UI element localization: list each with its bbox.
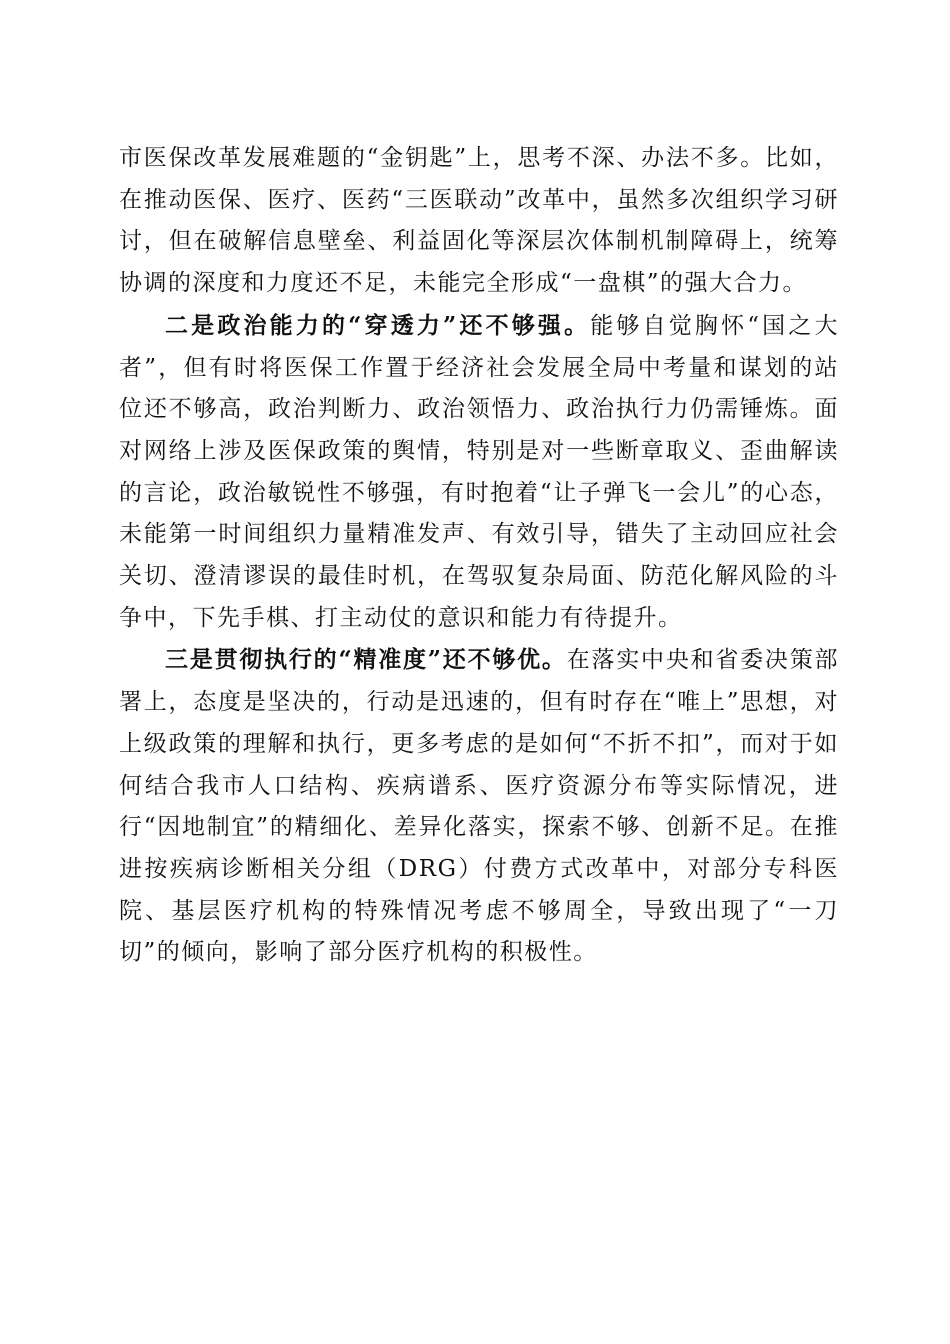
paragraph-political-capability [119,305,839,640]
paragraph-text: 能够自觉胸怀“国之大者”，但有时将医保工作置于经济社会发展全局中考量和谋划的站位还不够高，政治判断力、政治领悟力、政治执行力仍需锤炼。面对网络上涉及医保政策的舆情，特别是对一些断章取义、歪曲解读的言论，政治敏锐性不够强，有时抱着“让子弹飞一会儿”的心态，未能第一时间组织力量精准发声、有效引导，错失了主动回应社会关切、澄清谬误的最佳时机，在驾驭复杂局面、防范化解风险的斗争中，下先手棋、打主动仗的意识和能力有待提升。 [119,312,839,631]
paragraph-lead-heading: 三是贯彻执行的“精准度”还不够优。 [165,646,567,674]
paragraph-implementation-precision [119,639,839,974]
body-text [119,138,839,974]
paragraph-continuation [119,138,839,305]
paragraph-text: 在落实中央和省委决策部署上，态度是坚决的，行动是迅速的，但有时存在“唯上”思想，对上级政策的理解和执行，更多考虑的是如何“不折不扣”，而对于如何结合我市人口结构、疾病谱系、医疗资源分布等实际情况，进行“因地制宜”的精细化、差异化落实，探索不够、创新不足。在推进按疾病诊断相关分组（DRG）付费方式改革中，对部分专科医院、基层医疗机构的特殊情况考虑不够周全，导致出现了“一刀切”的倾向，影响了部分医疗机构的积极性。 [119,647,839,966]
paragraph-text: 市医保改革发展难题的“金钥匙”上，思考不深、办法不多。比如，在推动医保、医疗、医药“三医联动”改革中，虽然多次组织学习研讨，但在破解信息壁垒、利益固化等深层次体制机制障碍上，统筹协调的深度和力度还不足，未能完全形成“一盘棋”的强大合力。 [119,145,839,297]
paragraph-lead-heading: 二是政治能力的“穿透力”还不够强。 [165,311,591,339]
